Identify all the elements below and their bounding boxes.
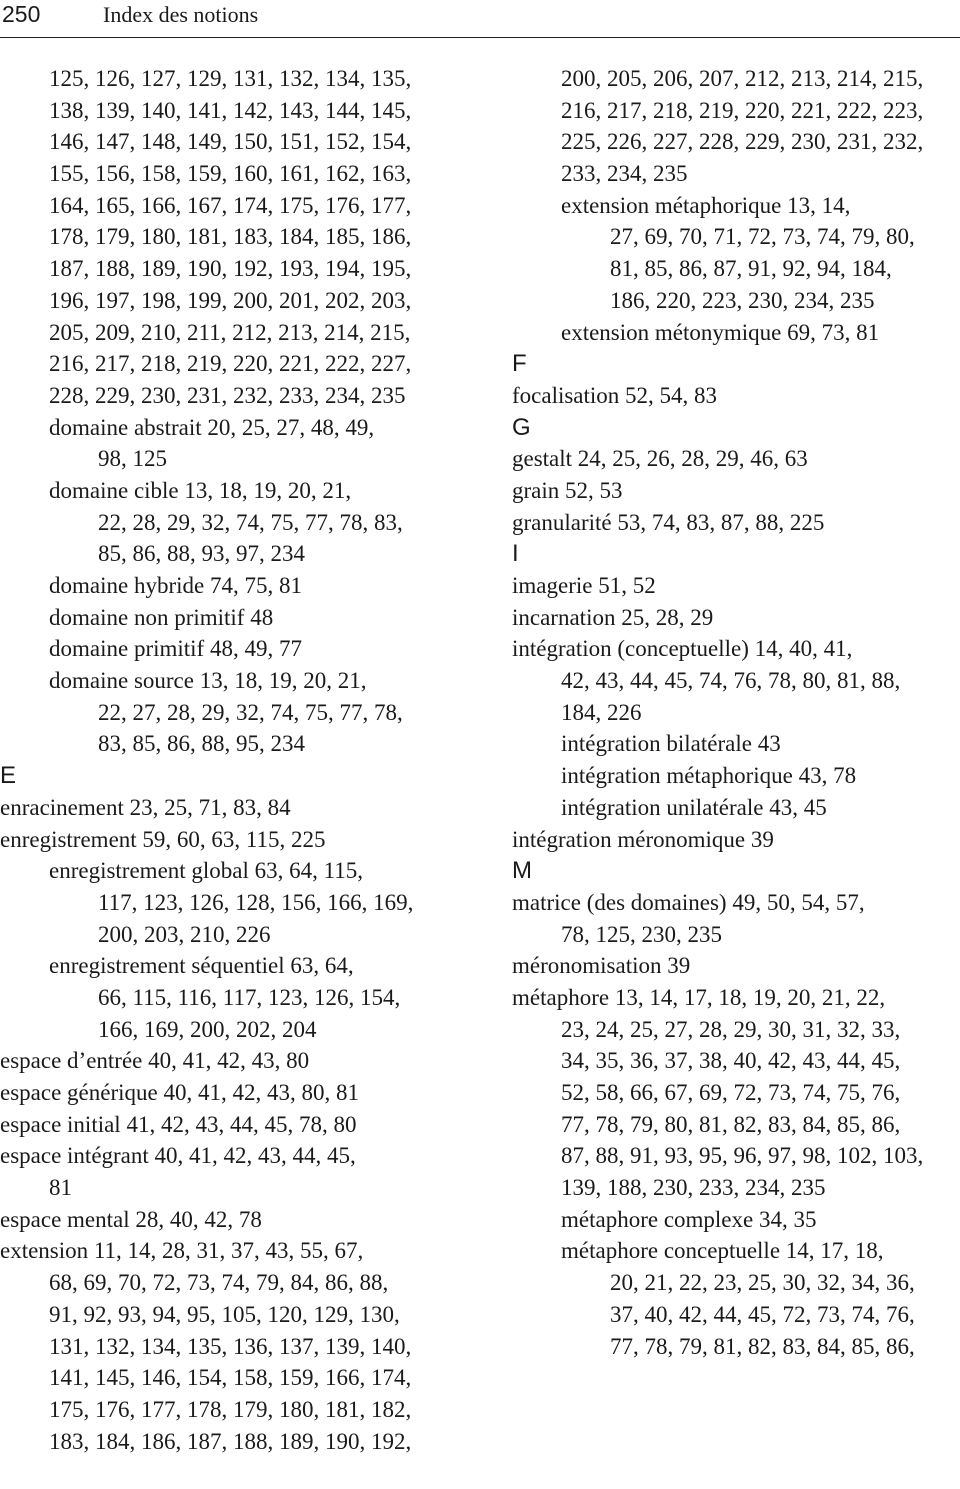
index-column-left bbox=[0, 63, 455, 1457]
index-line: 187, 188, 189, 190, 192, 193, 194, 195, bbox=[49, 256, 412, 282]
index-line: intégration méronomique 39 bbox=[512, 826, 774, 852]
index-line: 125, 126, 127, 129, 131, 132, 134, 135, bbox=[49, 66, 412, 91]
index-line: domaine hybride 74, 75, 81 bbox=[49, 573, 302, 598]
index-line: 166, 169, 200, 202, 204 bbox=[98, 1016, 317, 1042]
index-line: 184, 226 bbox=[561, 699, 642, 725]
index-line: domaine primitif 48, 49, 77 bbox=[49, 636, 302, 662]
index-line: 216, 217, 218, 219, 220, 221, 222, 223, bbox=[561, 97, 924, 123]
index-line: 225, 226, 227, 228, 229, 230, 231, 232, bbox=[561, 129, 924, 155]
index-line: 20, 21, 22, 23, 25, 30, 32, 34, 36, bbox=[610, 1270, 915, 1296]
header-rule bbox=[0, 37, 960, 38]
index-line: granularité 53, 74, 83, 87, 88, 225 bbox=[512, 509, 825, 535]
index-line: intégration métaphorique 43, 78 bbox=[561, 763, 857, 789]
index-line: 83, 85, 86, 88, 95, 234 bbox=[98, 731, 305, 757]
index-line: intégration unilatérale 43, 45 bbox=[561, 794, 827, 820]
index-line: 216, 217, 218, 219, 220, 221, 222, 227, bbox=[49, 351, 412, 377]
index-line: enregistrement séquentiel 63, 64, bbox=[49, 953, 354, 979]
index-line: 81 bbox=[49, 1175, 72, 1201]
index-line: espace initial 41, 42, 43, 44, 45, 78, 80 bbox=[0, 1111, 357, 1137]
index-line: méronomisation 39 bbox=[512, 953, 691, 979]
index-line: 78, 125, 230, 235 bbox=[561, 921, 722, 947]
index-line: intégration (conceptuelle) 14, 40, 41, bbox=[512, 636, 853, 662]
index-line: focalisation 52, 54, 83 bbox=[512, 382, 718, 408]
index-line: domaine source 13, 18, 19, 20, 21, bbox=[49, 668, 367, 694]
index-line: 200, 203, 210, 226 bbox=[98, 921, 271, 947]
index-line: 37, 40, 42, 44, 45, 72, 73, 74, 76, bbox=[610, 1301, 915, 1327]
index-line: 146, 147, 148, 149, 150, 151, 152, 154, bbox=[49, 129, 412, 155]
index-line: intégration bilatérale 43 bbox=[561, 731, 781, 757]
index-line: 66, 115, 116, 117, 123, 126, 154, bbox=[98, 984, 401, 1010]
index-line: 196, 197, 198, 199, 200, 201, 202, 203, bbox=[49, 287, 412, 313]
index-line: gestalt 24, 25, 26, 28, 29, 46, 63 bbox=[512, 446, 808, 472]
index-line: extension métonymique 69, 73, 81 bbox=[561, 319, 880, 345]
index-line: 52, 58, 66, 67, 69, 72, 73, 74, 75, 76, bbox=[561, 1080, 901, 1105]
index-letter-heading: I bbox=[512, 540, 519, 568]
index-line: métaphore 13, 14, 17, 18, 19, 20, 21, 22, bbox=[512, 984, 886, 1010]
page-number: 250 bbox=[2, 1, 41, 27]
page-header bbox=[0, 0, 960, 30]
index-letter-heading: E bbox=[0, 762, 17, 790]
index-line: 139, 188, 230, 233, 234, 235 bbox=[561, 1175, 826, 1201]
index-line: 77, 78, 79, 80, 81, 82, 83, 84, 85, 86, bbox=[561, 1111, 901, 1137]
index-line: domaine abstrait 20, 25, 27, 48, 49, bbox=[49, 414, 375, 440]
index-line: 91, 92, 93, 94, 95, 105, 120, 129, 130, bbox=[49, 1301, 400, 1327]
index-line: incarnation 25, 28, 29 bbox=[512, 604, 714, 630]
index-line: grain 52, 53 bbox=[512, 477, 623, 503]
index-line: domaine cible 13, 18, 19, 20, 21, bbox=[49, 477, 352, 503]
index-line: extension métaphorique 13, 14, bbox=[561, 192, 851, 218]
index-line: métaphore conceptuelle 14, 17, 18, bbox=[561, 1238, 884, 1264]
index-line: espace mental 28, 40, 42, 78 bbox=[0, 1206, 262, 1232]
index-line: 22, 27, 28, 29, 32, 74, 75, 77, 78, bbox=[98, 699, 403, 725]
index-line: 81, 85, 86, 87, 91, 92, 94, 184, bbox=[610, 256, 892, 282]
index-line: 98, 125 bbox=[98, 446, 167, 472]
index-line: 200, 205, 206, 207, 212, 213, 214, 215, bbox=[561, 66, 924, 91]
index-line: espace d’entrée 40, 41, 42, 43, 80 bbox=[0, 1048, 310, 1074]
index-line: 183, 184, 186, 187, 188, 189, 190, 192, bbox=[49, 1428, 412, 1454]
index-line: 175, 176, 177, 178, 179, 180, 181, 182, bbox=[49, 1396, 412, 1422]
index-line: 178, 179, 180, 181, 183, 184, 185, 186, bbox=[49, 224, 412, 250]
index-line: 141, 145, 146, 154, 158, 159, 166, 174, bbox=[49, 1365, 412, 1391]
index-letter-heading: G bbox=[512, 413, 531, 441]
index-line: 138, 139, 140, 141, 142, 143, 144, 145, bbox=[49, 97, 412, 123]
index-line: 22, 28, 29, 32, 74, 75, 77, 78, 83, bbox=[98, 509, 403, 535]
index-line: 27, 69, 70, 71, 72, 73, 74, 79, 80, bbox=[610, 224, 915, 250]
index-line: espace intégrant 40, 41, 42, 43, 44, 45, bbox=[0, 1143, 356, 1169]
index-line: 164, 165, 166, 167, 174, 175, 176, 177, bbox=[49, 192, 412, 218]
index-line: 186, 220, 223, 230, 234, 235 bbox=[610, 287, 875, 313]
index-line: 117, 123, 126, 128, 156, 166, 169, bbox=[98, 889, 414, 915]
index-line: espace générique 40, 41, 42, 43, 80, 81 bbox=[0, 1080, 359, 1105]
index-line: 228, 229, 230, 231, 232, 233, 234, 235 bbox=[49, 382, 406, 408]
index-line: matrice (des domaines) 49, 50, 54, 57, bbox=[512, 889, 865, 915]
index-line: extension 11, 14, 28, 31, 37, 43, 55, 67, bbox=[0, 1238, 364, 1264]
index-line: 77, 78, 79, 81, 82, 83, 84, 85, 86, bbox=[610, 1333, 915, 1359]
index-line: enregistrement global 63, 64, 115, bbox=[49, 858, 364, 884]
index-line: métaphore complexe 34, 35 bbox=[561, 1206, 817, 1232]
index-line: domaine non primitif 48 bbox=[49, 604, 274, 630]
index-letter-heading: F bbox=[512, 350, 527, 378]
index-line: 85, 86, 88, 93, 97, 234 bbox=[98, 541, 305, 567]
running-title: Index des notions bbox=[103, 2, 259, 27]
index-line: 42, 43, 44, 45, 74, 76, 78, 80, 81, 88, bbox=[561, 668, 901, 694]
index-line: 233, 234, 235 bbox=[561, 161, 688, 187]
index-line: 68, 69, 70, 72, 73, 74, 79, 84, 86, 88, bbox=[49, 1270, 389, 1296]
index-line: enracinement 23, 25, 71, 83, 84 bbox=[0, 794, 291, 820]
index-letter-heading: M bbox=[512, 857, 532, 885]
index-line: 34, 35, 36, 37, 38, 40, 42, 43, 44, 45, bbox=[561, 1048, 901, 1074]
index-column-right bbox=[512, 63, 960, 1362]
index-line: imagerie 51, 52 bbox=[512, 573, 656, 598]
index-line: 131, 132, 134, 135, 136, 137, 139, 140, bbox=[49, 1333, 412, 1359]
index-line: 205, 209, 210, 211, 212, 213, 214, 215, bbox=[49, 319, 411, 345]
index-line: 87, 88, 91, 93, 95, 96, 97, 98, 102, 103, bbox=[561, 1143, 924, 1169]
index-line: enregistrement 59, 60, 63, 115, 225 bbox=[0, 826, 326, 852]
index-line: 155, 156, 158, 159, 160, 161, 162, 163, bbox=[49, 161, 412, 187]
index-line: 23, 24, 25, 27, 28, 29, 30, 31, 32, 33, bbox=[561, 1016, 901, 1042]
